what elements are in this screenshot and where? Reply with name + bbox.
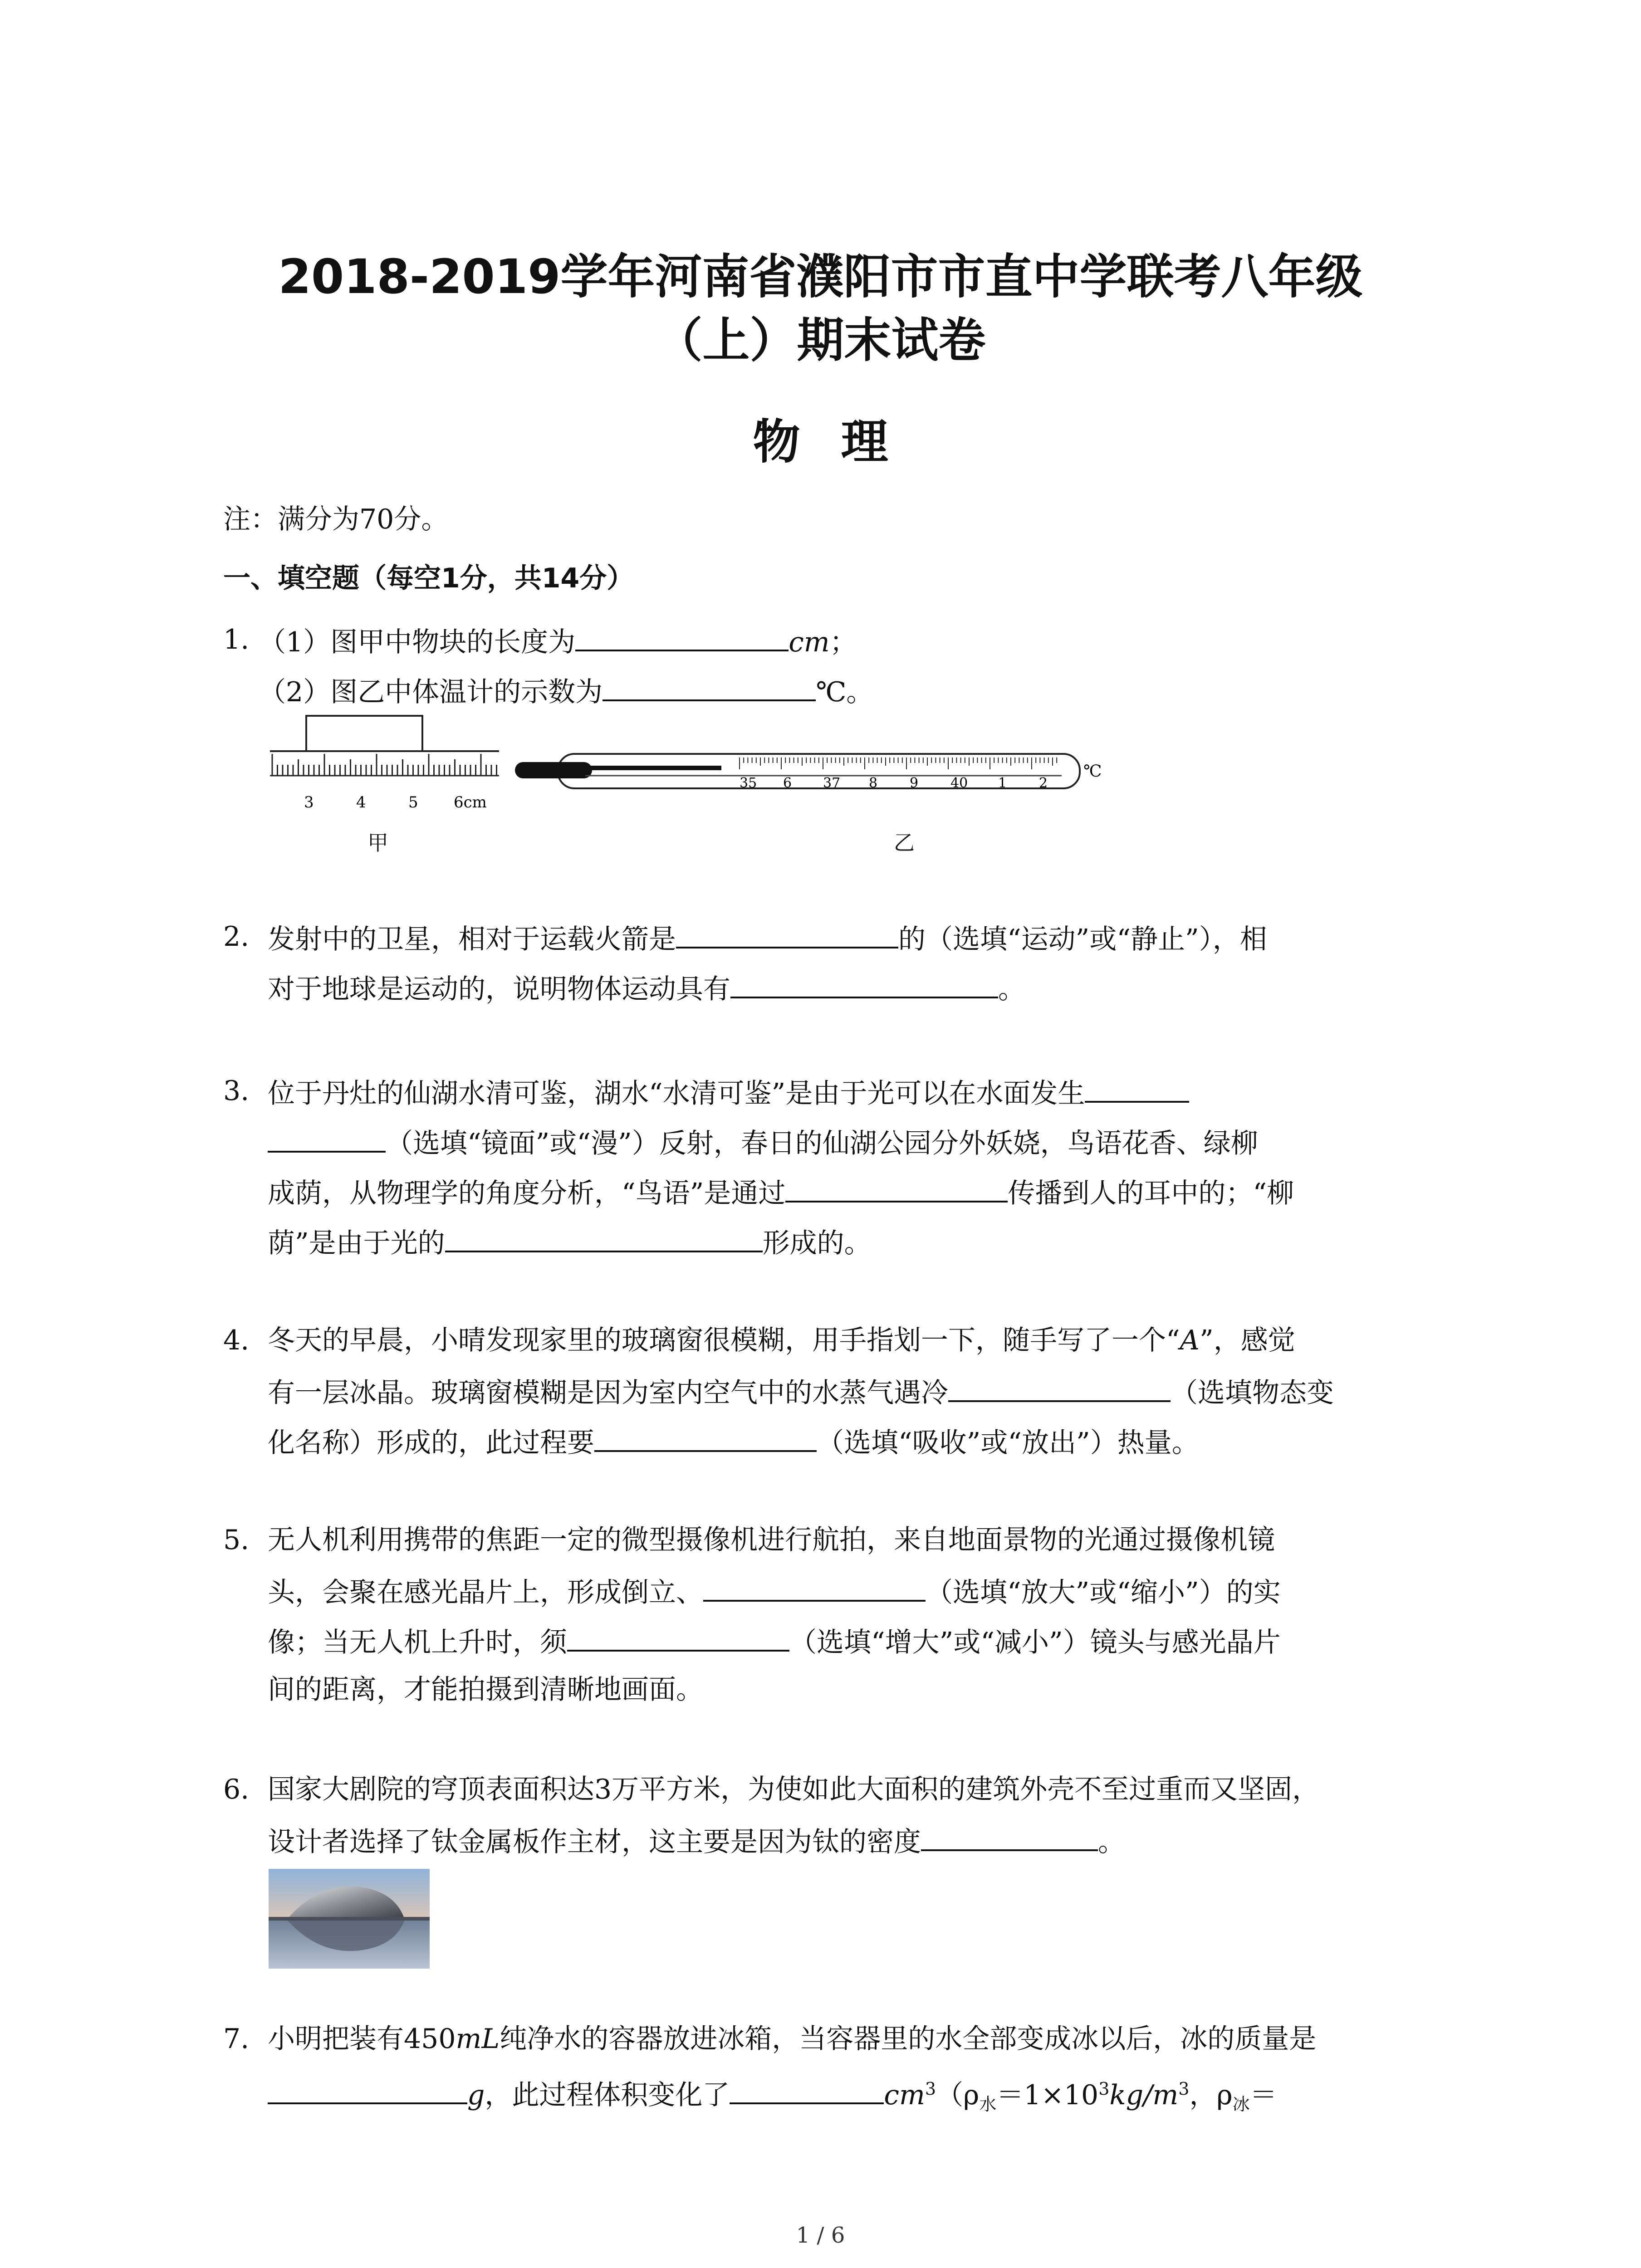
question-line: （1）图甲中物块的长度为 cm；	[259, 621, 857, 660]
question-line: 发射中的卫星，相对于运载火箭是 的（选填“运动”或“静止”），相	[268, 919, 1267, 958]
figure-caption: 甲	[367, 831, 388, 855]
thermometer-figure	[513, 744, 1102, 807]
answer-blank[interactable]	[921, 1821, 1098, 1851]
score-note: 注：满分为70分。	[223, 503, 449, 535]
subject-title: 物理	[753, 414, 929, 469]
thermo-tick-label: 6	[783, 775, 792, 791]
answer-blank[interactable]	[676, 919, 898, 948]
question-number: 5.	[223, 1524, 250, 1556]
ruler-figure	[268, 708, 504, 835]
question-number: 4.	[223, 1325, 250, 1356]
answer-blank[interactable]	[703, 1572, 926, 1602]
question-line: 国家大剧院的穹顶表面积达3万平方米，为使如此大面积的建筑外壳不至过重而又坚固，	[268, 1774, 1320, 1805]
ruler-tick-label: 4	[356, 793, 366, 811]
question-line: 头，会聚在感光晶片上，形成倒立、 （选填“放大”或“缩小”）的实	[268, 1572, 1281, 1611]
thermo-tick-label: 40	[950, 775, 968, 791]
answer-blank[interactable]	[948, 1372, 1171, 1402]
thermo-tick-label: 9	[910, 775, 919, 791]
question-line: g，此过程体积变化了 $cm^3(\rho_水=1\times 10^3kg/m^3$，$\rho_冰=$	[268, 2071, 1277, 2122]
question-line: 有一层冰晶。玻璃窗模糊是因为室内空气中的水蒸气遇冷 （选填物态变	[268, 1372, 1334, 1411]
question-line: 设计者选择了钛金属板作主材，这主要是因为钛的密度 。	[268, 1821, 1125, 1860]
thermo-tick-label: 2	[1039, 775, 1048, 791]
question-line: 对于地球是运动的，说明物体运动具有 。	[268, 968, 1025, 1007]
question-line: 间的距离，才能拍摄到清晰地画面。	[268, 1674, 703, 1706]
answer-blank[interactable]	[594, 1422, 817, 1452]
ruler-tick-label: 5	[408, 793, 418, 811]
answer-blank[interactable]	[567, 1622, 789, 1652]
question-line: 位于丹灶的仙湖水清可鉴，湖水“水清可鉴”是由于光可以在水面发生	[268, 1073, 1189, 1112]
thermo-tick-label: 35	[740, 775, 757, 791]
theater-photo	[269, 1869, 430, 1969]
answer-blank[interactable]	[575, 621, 789, 651]
page-number: 1 / 6	[796, 2223, 845, 2248]
answer-blank[interactable]	[445, 1222, 763, 1252]
question-number: 6.	[223, 1774, 250, 1805]
question-number: 3.	[223, 1075, 250, 1107]
question-line: 无人机利用携带的焦距一定的微型摄像机进行航拍，来自地面景物的光通过摄像机镜	[268, 1524, 1275, 1556]
question-number: 2.	[223, 921, 250, 953]
question-number: 1.	[223, 624, 250, 655]
question-line: （选填“镜面”或“漫”）反射，春日的仙湖公园分外妖娆，鸟语花香、绿柳	[268, 1123, 1258, 1162]
answer-blank[interactable]	[1085, 1073, 1189, 1103]
question-line: （2）图乙中体温计的示数为 ℃。	[259, 671, 873, 710]
svg-text:℃: ℃	[1083, 762, 1102, 781]
answer-blank[interactable]	[603, 671, 816, 701]
answer-blank[interactable]	[730, 968, 998, 998]
exam-title-line1: 2018-2019学年河南省濮阳市市直中学联考八年级	[278, 249, 1363, 304]
question-number: 7.	[223, 2023, 250, 2055]
figure-caption: 乙	[894, 831, 915, 855]
question-line: 化名称）形成的，此过程要 （选填“吸收”或“放出”）热量。	[268, 1422, 1199, 1461]
thermo-tick-label: 37	[823, 775, 841, 791]
thermo-tick-label: 8	[869, 775, 878, 791]
question-line: 小明把装有450mL纯净水的容器放进冰箱，当容器里的水全部变成冰以后，冰的质量是	[268, 2023, 1317, 2055]
answer-blank[interactable]	[730, 2074, 884, 2104]
question-line: 成荫，从物理学的角度分析，“鸟语”是通过 传播到人的耳中的；“柳	[268, 1173, 1294, 1212]
answer-blank[interactable]	[268, 1123, 386, 1153]
answer-blank[interactable]	[785, 1173, 1008, 1202]
section-heading: 一、填空题（每空1分，共14分）	[223, 562, 634, 594]
ruler-tick-label: 3	[304, 793, 314, 811]
thermo-tick-label: 1	[998, 775, 1007, 791]
exam-title-line2: （上）期末试卷	[655, 313, 986, 368]
answer-blank[interactable]	[268, 2074, 467, 2104]
ruler-tick-label: 6cm	[454, 793, 487, 811]
question-line: 冬天的早晨，小晴发现家里的玻璃窗很模糊，用手指划一下，随手写了一个“A”，感觉	[268, 1325, 1295, 1356]
question-line: 荫”是由于光的 形成的。	[268, 1222, 872, 1261]
question-line: 像；当无人机上升时，须 （选填“增大”或“减小”）镜头与感光晶片	[268, 1622, 1281, 1661]
